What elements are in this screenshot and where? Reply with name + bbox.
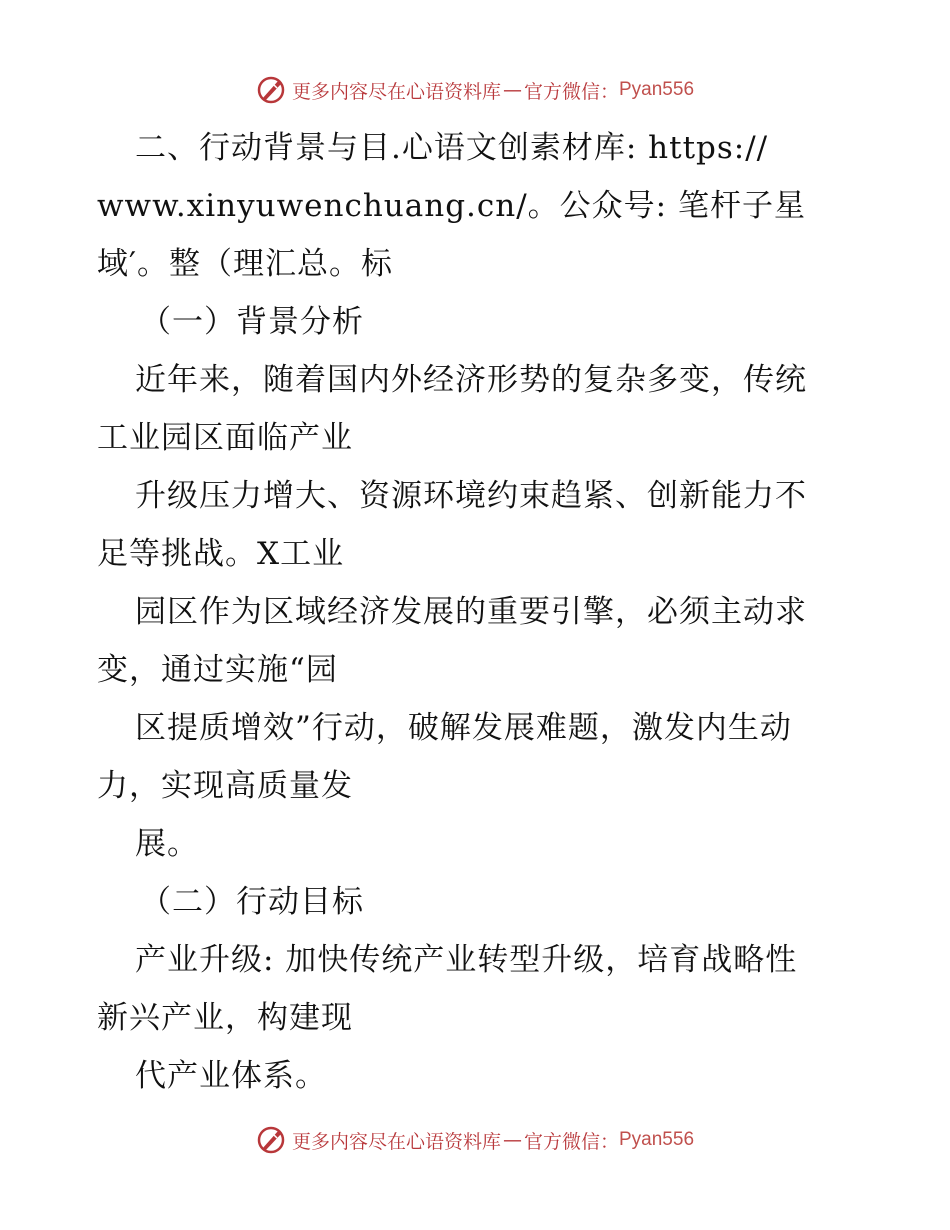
text-line: 工业园区面临产业 xyxy=(97,420,353,456)
text-line: 力，实现高质量发 xyxy=(97,768,353,804)
section-heading: （二）行动目标 xyxy=(140,884,364,920)
banner-text: 更多内容尽在心语资料库 xyxy=(291,80,501,103)
pen-quill-logo-icon xyxy=(256,75,286,105)
text-line: 产业升级: 加快传统产业转型升级，培育战略性 xyxy=(135,942,798,978)
banner-dash: — xyxy=(502,79,522,101)
text-line: 园区作为区域经济发展的重要引擎，必须主动求 xyxy=(135,594,807,630)
section-heading: （一）背景分析 xyxy=(140,304,364,340)
wechat-id: Pyan556 xyxy=(619,79,695,100)
header-banner xyxy=(0,70,950,110)
banner-text: 更多内容尽在心语资料库 xyxy=(291,1130,501,1153)
pen-quill-logo-icon xyxy=(256,1125,286,1155)
text-line: 升级压力增大、资源环境约束趋紧、创新能力不 xyxy=(135,478,807,514)
text-line: www.xinyuwenchuang.cn/。公众号: 笔杆子星 xyxy=(97,188,806,224)
wechat-id: Pyan556 xyxy=(619,1129,695,1150)
banner-dash: — xyxy=(502,1129,522,1151)
wechat-label: 官方微信： xyxy=(523,80,619,103)
wechat-label: 官方微信： xyxy=(523,1130,619,1153)
text-line: 代产业体系。 xyxy=(135,1058,327,1094)
footer-banner xyxy=(0,1120,950,1160)
text-line: 近年来，随着国内外经济形势的复杂多变，传统 xyxy=(135,362,807,398)
text-line: 变，通过实施“园 xyxy=(97,652,338,688)
text-line: 域′。整（理汇总。标 xyxy=(97,246,394,282)
text-line: 新兴产业，构建现 xyxy=(97,1000,353,1036)
text-line: 足等挑战。X工业 xyxy=(97,536,345,572)
text-line: 区提质增效”行动，破解发展难题，激发内生动 xyxy=(135,710,792,746)
text-line: 二、行动背景与目.心语文创素材库: https:// xyxy=(135,130,769,166)
text-line: 展。 xyxy=(135,826,199,862)
